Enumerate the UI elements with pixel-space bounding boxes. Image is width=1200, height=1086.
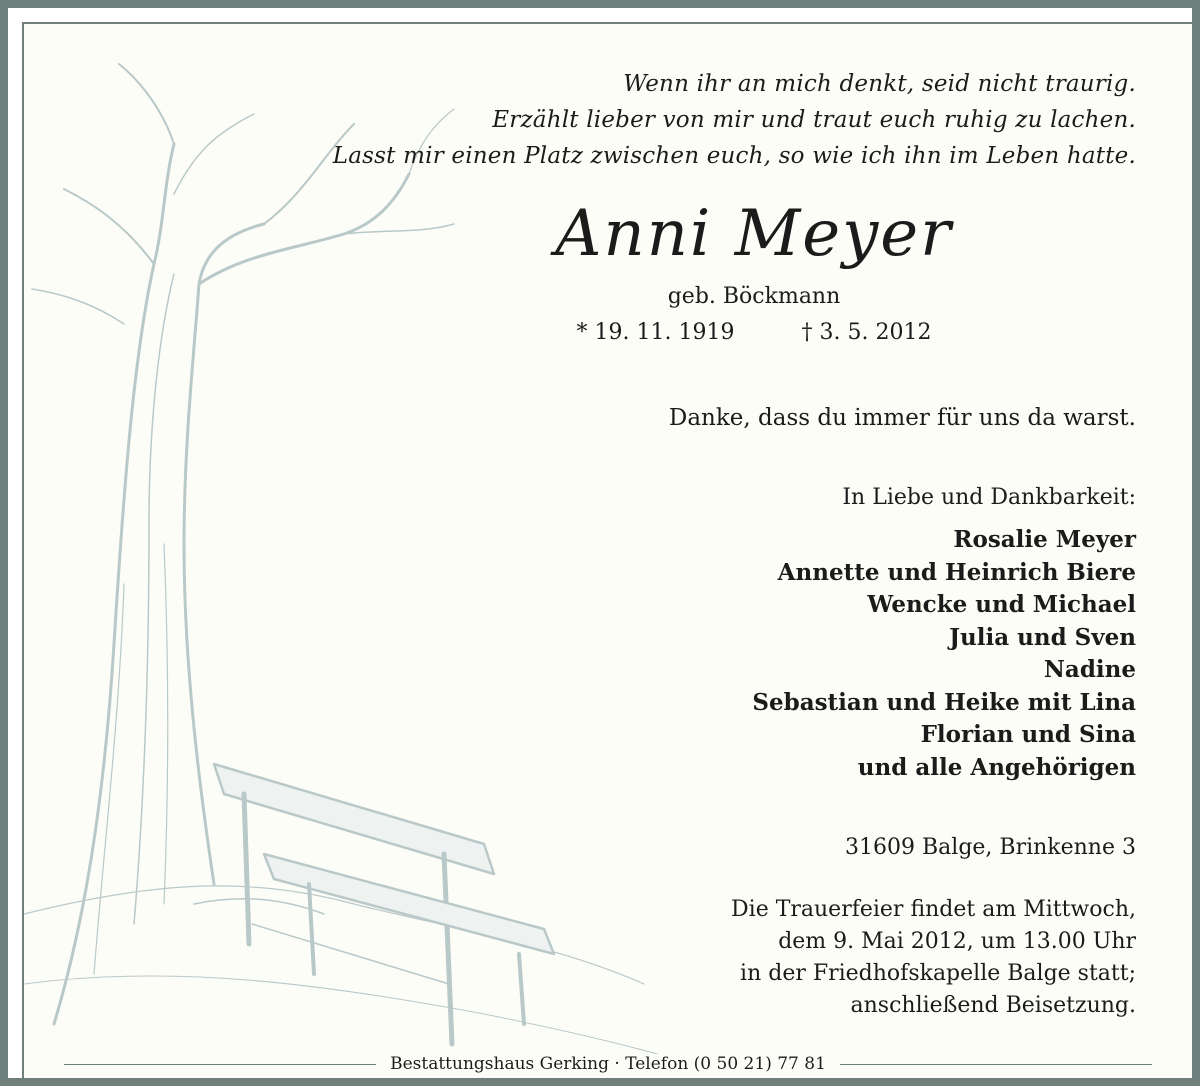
mourner-name: Florian und Sina — [920, 721, 1136, 748]
death-date: † 3. 5. 2012 — [801, 320, 932, 345]
obituary-card — [22, 22, 1194, 1080]
mourner-name: Wencke und Michael — [867, 591, 1136, 618]
tree-and-bench-illustration — [24, 24, 784, 1080]
mourner-name: Rosalie Meyer — [953, 526, 1136, 553]
mourners-list — [752, 524, 1136, 784]
birth-date: * 19. 11. 1919 — [576, 320, 735, 345]
mourner-name: Annette und Heinrich Biere — [777, 558, 1136, 586]
maiden-name: geb. Böckmann — [667, 284, 841, 309]
poem-line: Erzählt lieber von mir und traut euch ruhig zu lachen. — [492, 107, 1136, 133]
mourners-intro: In Liebe und Dankbarkeit: — [842, 485, 1136, 510]
service-line: anschließend Beisetzung. — [850, 993, 1136, 1018]
mourner-name: Nadine — [1043, 656, 1136, 683]
funeral-home-footer — [24, 1054, 1192, 1074]
deceased-name: Anni Meyer — [555, 197, 953, 271]
mourner-name: und alle Angehörigen — [857, 753, 1136, 781]
service-line: in der Friedhofskapelle Balge statt; — [740, 961, 1136, 986]
poem-line: Wenn ihr an mich denkt, seid nicht traurig. — [623, 71, 1136, 97]
mourner-name: Sebastian und Heike mit Lina — [752, 688, 1136, 716]
service-line: dem 9. Mai 2012, um 13.00 Uhr — [778, 929, 1136, 954]
footer-rule-left — [64, 1064, 376, 1065]
footer-rule-right — [840, 1064, 1152, 1065]
funeral-home-contact: Bestattungshaus Gerking · Telefon (0 50 21) 77 81 — [386, 1054, 830, 1074]
life-dates — [454, 318, 1054, 348]
poem-line: Lasst mir einen Platz zwischen euch, so wie ich ihn im Leben hatte. — [332, 143, 1136, 169]
address: 31609 Balge, Brinkenne 3 — [845, 835, 1136, 860]
poem-quote — [333, 66, 1136, 174]
mourner-name: Julia und Sven — [949, 623, 1136, 651]
service-line: Die Trauerfeier findet am Mittwoch, — [731, 897, 1136, 922]
funeral-service-info — [731, 894, 1136, 1022]
thanks-line: Danke, dass du immer für uns da warst. — [668, 405, 1136, 431]
